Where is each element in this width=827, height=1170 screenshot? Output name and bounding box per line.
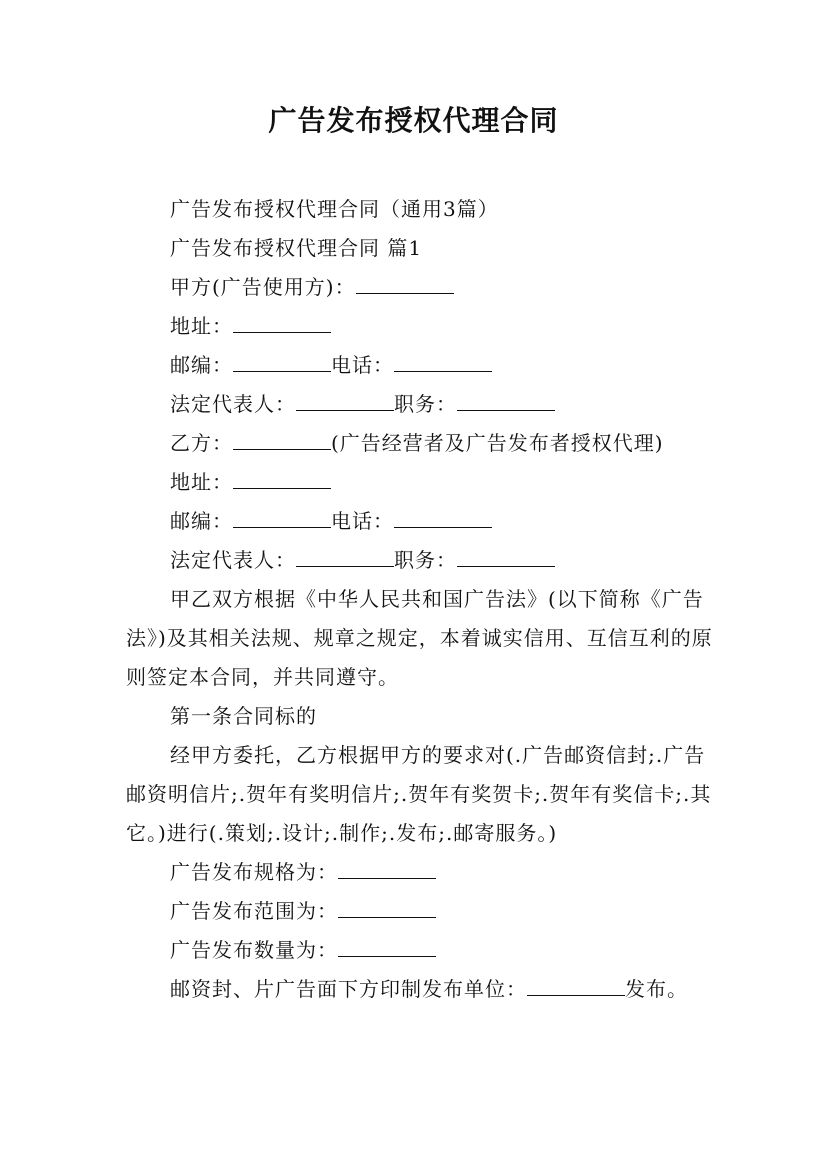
party-a-phone-label: 电话： [331, 353, 394, 377]
print-unit-suffix: 发布。 [625, 977, 688, 1001]
quantity-line [126, 931, 716, 970]
party-b-title-label: 职务： [394, 548, 457, 572]
party-a-line [126, 268, 716, 307]
print-unit-prefix: 邮资封、片广告面下方印制发布单位： [170, 977, 527, 1001]
article-1-body: 经甲方委托，乙方根据甲方的要求对(.广告邮资信封;.广告邮资明信片;.贺年有奖明信片;.贺年有奖贺卡;.贺年有奖信卡;.其它。)进行(.策划;.设计;.制作;.发布;.邮寄服务。) [126, 743, 712, 845]
party-a-rep-blank [296, 392, 394, 411]
party-a-zip-label: 邮编： [170, 353, 233, 377]
article-1-title: 第一条合同标的 [170, 704, 317, 728]
scope-blank [338, 899, 436, 918]
party-a-blank [356, 275, 454, 294]
party-a-contact-line [126, 346, 716, 385]
print-unit-blank [527, 977, 625, 996]
party-a-title-blank [457, 392, 555, 411]
party-a-address-line [126, 307, 716, 346]
party-b-title-blank [457, 548, 555, 567]
party-a-title-label: 职务： [394, 392, 457, 416]
party-b-line [126, 424, 716, 463]
party-b-contact-line [126, 502, 716, 541]
party-b-phone-blank [394, 509, 492, 528]
party-b-address-line [126, 463, 716, 502]
party-a-rep-line [126, 385, 716, 424]
scope-line [126, 892, 716, 931]
spec-line [126, 853, 716, 892]
party-b-blank [233, 431, 331, 450]
party-b-address-label: 地址： [170, 470, 233, 494]
party-b-zip-blank [233, 509, 331, 528]
quantity-label: 广告发布数量为： [170, 938, 338, 962]
party-b-zip-label: 邮编： [170, 509, 233, 533]
spec-label: 广告发布规格为： [170, 860, 338, 884]
party-a-zip-blank [233, 353, 331, 372]
party-a-label: 甲方(广告使用方)： [170, 275, 356, 299]
party-b-phone-label: 电话： [331, 509, 394, 533]
party-a-phone-blank [394, 353, 492, 372]
spec-blank [338, 860, 436, 879]
party-a-address-blank [233, 314, 331, 333]
party-b-label: 乙方： [170, 431, 233, 455]
print-unit-line [126, 970, 716, 1009]
party-a-address-label: 地址： [170, 314, 233, 338]
party-b-rep-line [126, 541, 716, 580]
scope-label: 广告发布范围为： [170, 899, 338, 923]
party-b-rep-label: 法定代表人： [170, 548, 296, 572]
section-heading: 广告发布授权代理合同 篇1 [170, 236, 423, 260]
party-b-address-blank [233, 470, 331, 489]
document-body [126, 190, 716, 1009]
party-a-rep-label: 法定代表人： [170, 392, 296, 416]
preamble-paragraph: 甲乙双方根据《中华人民共和国广告法》(以下简称《广告法》)及其相关法规、规章之规定，本着诚实信用、互信互利的原则签定本合同，并共同遵守。 [126, 587, 713, 689]
document-title: 广告发布授权代理合同 [268, 104, 559, 137]
party-b-label-suffix: (广告经营者及广告发布者授权代理) [331, 431, 664, 455]
quantity-blank [338, 938, 436, 957]
party-b-rep-blank [296, 548, 394, 567]
document-subtitle: 广告发布授权代理合同（通用3篇） [170, 197, 499, 221]
